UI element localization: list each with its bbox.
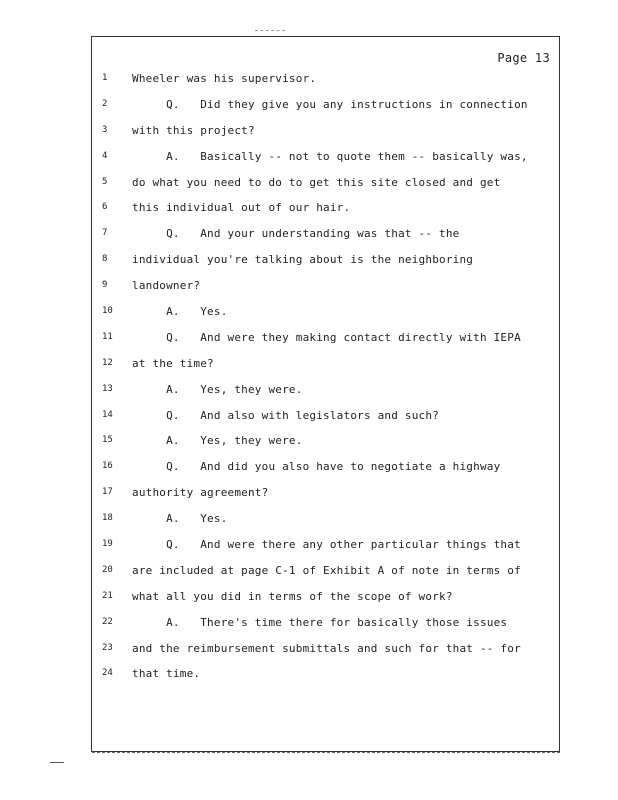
line-text: A. Yes, they were. — [132, 382, 303, 396]
line-number: 17 — [102, 487, 113, 498]
line-number: 20 — [102, 564, 113, 575]
page-number: Page 13 — [497, 51, 550, 65]
line-number: 16 — [102, 461, 113, 472]
line-number: 8 — [102, 254, 108, 265]
line-text: Q. And were there any other particular things that — [132, 538, 521, 552]
line-number: 9 — [102, 280, 108, 291]
line-number: 22 — [102, 616, 113, 627]
transcript-line — [95, 506, 555, 532]
transcript-line — [95, 170, 555, 196]
line-text: Q. And did you also have to negotiate a highway — [132, 460, 501, 474]
line-text: Q. And were they making contact directly with IEPA — [132, 330, 521, 344]
transcript-line — [95, 428, 555, 454]
line-text: Q. Did they give you any instructions in connection — [132, 97, 528, 111]
line-text: Wheeler was his supervisor. — [132, 72, 317, 85]
line-number: 11 — [102, 331, 113, 342]
transcript-line — [95, 636, 555, 662]
transcript-line — [95, 454, 555, 480]
transcript-line — [95, 532, 555, 558]
line-text: authority agreement? — [132, 486, 269, 500]
line-text: with this project? — [132, 123, 255, 137]
line-text: and the reimbursement submittals and such for that -- for — [132, 641, 521, 655]
line-text: at the time? — [132, 356, 214, 370]
line-text: A. Yes, they were. — [132, 434, 303, 448]
line-number: 1 — [102, 73, 108, 83]
line-number: 15 — [102, 435, 113, 446]
line-text: that time. — [132, 667, 201, 681]
line-number: 5 — [102, 176, 108, 187]
scan-artifact-left-tick — [50, 762, 64, 763]
line-text: A. Basically -- not to quote them -- basically was, — [132, 149, 528, 163]
line-text: Q. And also with legislators and such? — [132, 408, 440, 422]
line-number: 21 — [102, 590, 113, 601]
transcript-line — [95, 351, 555, 377]
transcript-line — [95, 377, 555, 403]
line-text: landowner? — [132, 279, 201, 293]
line-text: A. Yes. — [132, 512, 228, 526]
line-number: 18 — [102, 513, 113, 524]
line-number: 4 — [102, 150, 108, 161]
scan-artifact-top — [255, 30, 285, 31]
transcript-line — [95, 299, 555, 325]
transcript-line — [95, 325, 555, 351]
transcript-line — [95, 66, 555, 92]
transcript-line — [95, 403, 555, 429]
line-number: 24 — [102, 668, 113, 679]
line-number: 10 — [102, 306, 113, 317]
transcript-line — [95, 273, 555, 299]
line-text: this individual out of our hair. — [132, 201, 351, 215]
line-number: 13 — [102, 383, 113, 394]
line-number: 19 — [102, 539, 113, 550]
transcript-line — [95, 247, 555, 273]
line-number: 2 — [102, 98, 108, 109]
line-text: are included at page C-1 of Exhibit A of note in terms of — [132, 563, 521, 577]
line-number: 7 — [102, 228, 108, 239]
transcript-line — [95, 584, 555, 610]
transcript-line — [95, 221, 555, 247]
transcript-line — [95, 92, 555, 118]
line-text: A. Yes. — [132, 305, 228, 319]
line-number: 12 — [102, 357, 113, 368]
line-text: Q. And your understanding was that -- the — [132, 227, 460, 241]
transcript-line — [95, 558, 555, 584]
transcript-line — [95, 118, 555, 144]
line-text: individual you're talking about is the neighboring — [132, 253, 474, 267]
line-text: what all you did in terms of the scope of work? — [132, 589, 453, 603]
line-number: 23 — [102, 642, 113, 653]
transcript-line — [95, 195, 555, 221]
line-text: A. There's time there for basically those issues — [132, 615, 508, 629]
line-text: do what you need to do to get this site closed and get — [132, 175, 501, 189]
line-number: 14 — [102, 409, 113, 420]
transcript-line — [95, 661, 555, 687]
transcript-line — [95, 610, 555, 636]
page-bottom-rule — [92, 752, 560, 753]
line-number: 3 — [102, 124, 108, 135]
transcript-body — [95, 66, 555, 687]
line-number: 6 — [102, 202, 108, 213]
transcript-line — [95, 144, 555, 170]
transcript-line — [95, 480, 555, 506]
